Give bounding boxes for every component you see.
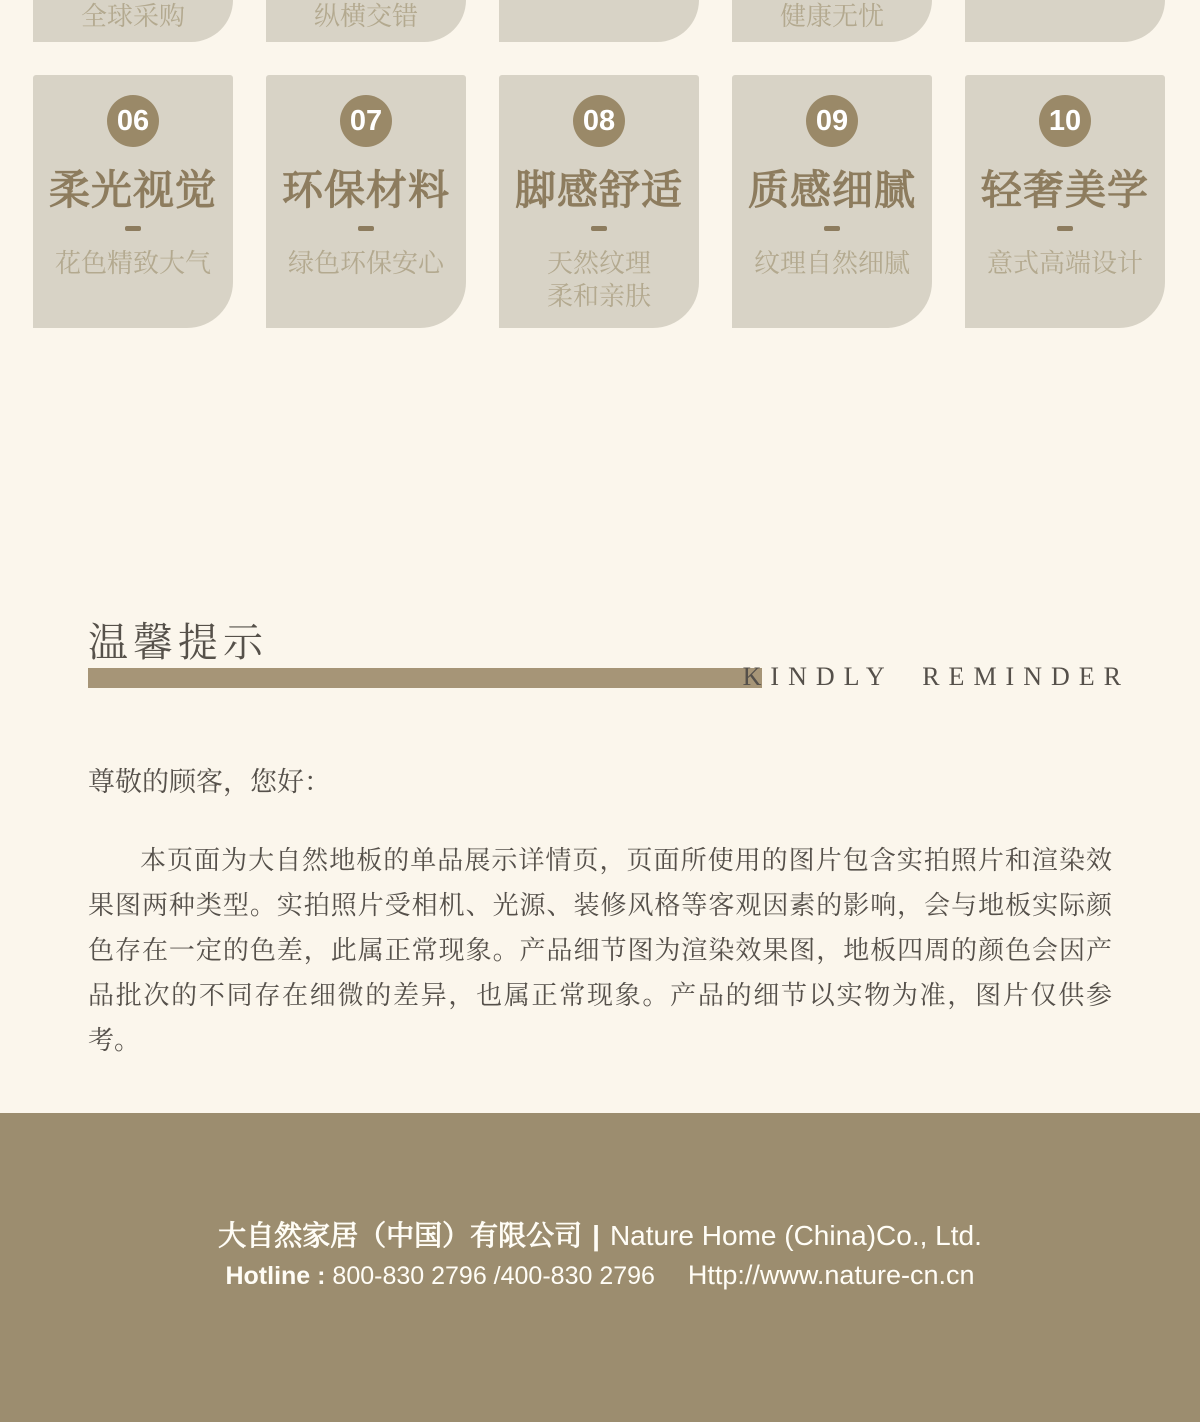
divider-dash: [1057, 226, 1073, 231]
number-badge: 06: [107, 95, 159, 147]
divider-dash: [824, 226, 840, 231]
feature-title: 脚感舒适: [515, 167, 683, 213]
website-url: Http://www.nature-cn.cn: [687, 1260, 975, 1290]
top-card-row: [33, 0, 1165, 42]
number-badge: 10: [1039, 95, 1091, 147]
notice-line: 考。: [88, 1025, 141, 1055]
number-badge: 09: [806, 95, 858, 147]
number-badge: 07: [340, 95, 392, 147]
feature-title: 轻奢美学: [981, 167, 1149, 213]
notice-line: 品批次的不同存在细微的差异，也属正常现象。产品的细节以实物为准，图片仅供参: [88, 980, 1112, 1010]
notice-greeting: 尊敬的顾客，您好：: [88, 767, 331, 797]
divider-dash: [591, 226, 607, 231]
section-title-cn: 温馨提示: [88, 621, 268, 665]
company-name-en: Nature Home (China)Co., Ltd.: [609, 1220, 982, 1251]
top-card-label: [965, 0, 1165, 1]
feature-title: 环保材料: [282, 167, 450, 213]
footer: [0, 1113, 1200, 1422]
notice-line: 本页面为大自然地板的单品展示详情页，页面所使用的图片包含实拍照片和渲染效: [140, 845, 1112, 875]
feature-card-09: [732, 75, 932, 328]
top-card: [499, 0, 699, 42]
feature-title: 柔光视觉: [49, 167, 217, 213]
footer-company-line: [0, 1217, 1200, 1255]
feature-card-07: [266, 75, 466, 328]
top-card: [732, 0, 932, 42]
footer-contact-line: [0, 1257, 1200, 1294]
divider-dash: [358, 226, 374, 231]
feature-card-10: [965, 75, 1165, 328]
top-card: [965, 0, 1165, 42]
feature-subtitle: 纹理自然细腻: [753, 248, 910, 278]
separator-bar: |: [592, 1220, 600, 1251]
number-badge: 08: [573, 95, 625, 147]
top-card-label: 全球采购: [80, 1, 185, 31]
feature-subtitle: 柔和亲肤: [546, 281, 651, 311]
feature-card-row: [33, 75, 1165, 328]
feature-title: 质感细腻: [748, 167, 916, 213]
divider-dash: [125, 226, 141, 231]
top-card-label: 纵横交错: [313, 1, 418, 31]
feature-subtitle: 绿色环保安心: [287, 248, 444, 278]
top-card-label: 健康无忧: [779, 1, 884, 31]
top-card: [266, 0, 466, 42]
feature-card-08: [499, 75, 699, 328]
feature-subtitle: 意式高端设计: [986, 248, 1143, 278]
hotline-numbers: 800-830 2796 /400-830 2796: [332, 1262, 655, 1290]
notice-line: 色存在一定的色差，此属正常现象。产品细节图为渲染效果图，地板四周的颜色会因产: [88, 935, 1112, 965]
feature-subtitle: 花色精致大气: [54, 248, 211, 278]
notice-paragraph: [88, 838, 1112, 1063]
top-card-label: [499, 0, 699, 1]
top-card: [33, 0, 233, 42]
feature-card-06: [33, 75, 233, 328]
section-title-bar: [88, 668, 762, 688]
hotline-label: Hotline :: [225, 1262, 326, 1290]
section-title-en: KINDLY REMINDER: [742, 662, 1130, 691]
notice-line: 果图两种类型。实拍照片受相机、光源、装修风格等客观因素的影响，会与地板实际颜: [88, 890, 1112, 920]
feature-subtitle: 天然纹理: [546, 248, 651, 278]
company-name-cn: 大自然家居（中国）有限公司: [218, 1220, 583, 1251]
